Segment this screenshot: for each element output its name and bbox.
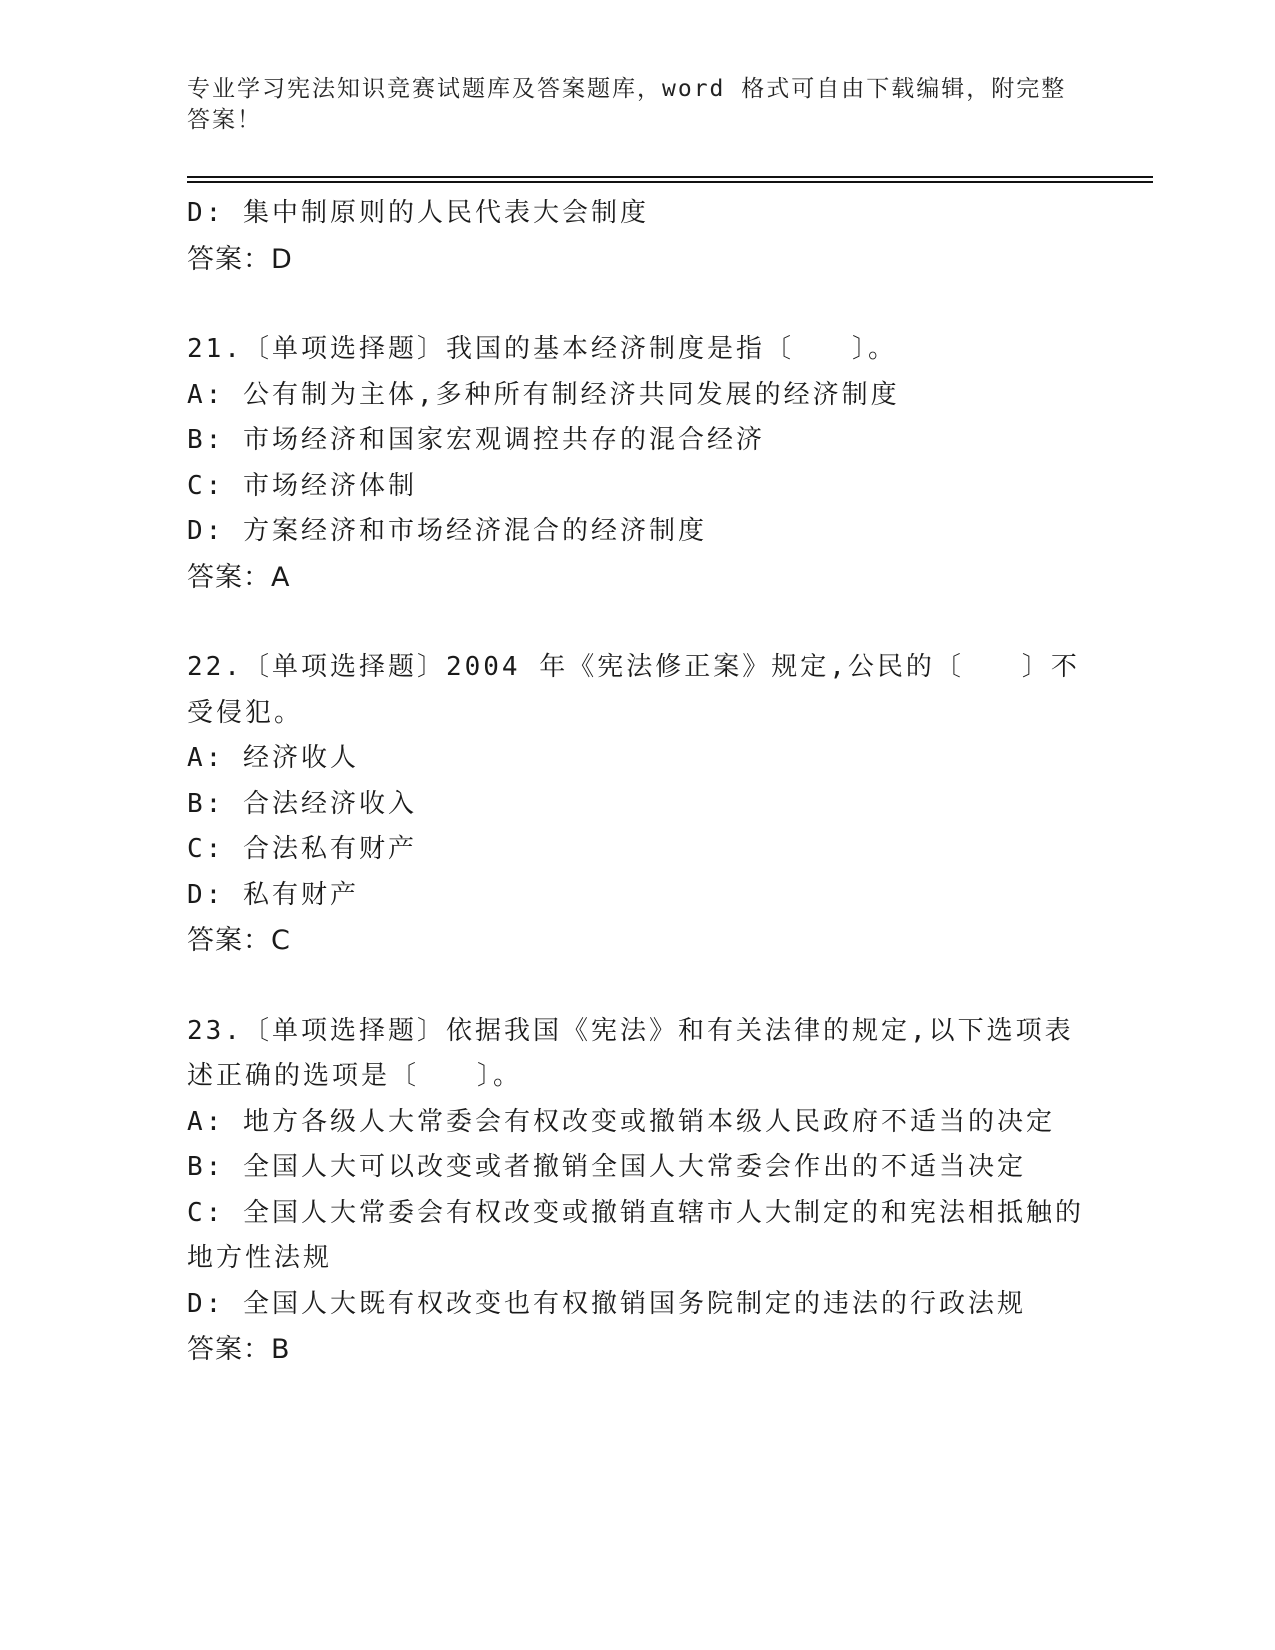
- option-b: B: 合法经济收入: [187, 788, 417, 819]
- question-23: [187, 1009, 1087, 1373]
- question-content: [187, 191, 1087, 1373]
- spacer: [187, 964, 1087, 1009]
- option-c: C: 合法私有财产: [187, 834, 417, 864]
- question-stem: 22.〔单项选择题〕2004 年《宪法修正案》规定,公民的〔 〕不受侵犯。: [187, 652, 1080, 728]
- spacer: [187, 600, 1087, 645]
- option-a: A: 经济收人: [187, 743, 359, 773]
- option-d: D: 私有财产: [187, 879, 359, 910]
- answer: 答案：A: [187, 561, 291, 593]
- option-a: A: 地方各级人大常委会有权改变或撤销本级人民政府不适当的决定: [187, 1106, 1055, 1137]
- option-c: C: 全国人大常委会有权改变或撤销直辖市人大制定的和宪法相抵触的地方性法规: [187, 1197, 1084, 1273]
- option-a: A: 公有制为主体,多种所有制经济共同发展的经济制度: [187, 379, 900, 410]
- option-b: B: 全国人大可以改变或者撤销全国人大常委会作出的不适当决定: [187, 1152, 1026, 1182]
- spacer: [187, 282, 1087, 327]
- answer: 答案：B: [187, 1334, 291, 1365]
- option-c: C: 市场经济体制: [187, 470, 417, 501]
- question-stem: 23.〔单项选择题〕依据我国《宪法》和有关法律的规定,以下选项表述正确的选项是〔 〕。: [187, 1015, 1074, 1091]
- option-d: D: 方案经济和市场经济混合的经济制度: [187, 516, 707, 546]
- header-rule-bottom: [187, 181, 1153, 183]
- document-header: 专业学习宪法知识竞赛试题库及答案题库，word 格式可自由下载编辑，附完整答案！: [187, 76, 1067, 133]
- option-b: B: 市场经济和国家宏观调控共存的混合经济: [187, 425, 765, 455]
- prev-question-answer: 答案：D: [187, 243, 293, 275]
- header-rule-top: [187, 176, 1153, 178]
- question-21: [187, 327, 1087, 600]
- option-d: D: 全国人大既有权改变也有权撤销国务院制定的违法的行政法规: [187, 1288, 1026, 1319]
- question-stem: 21.〔单项选择题〕我国的基本经济制度是指〔 〕。: [187, 334, 897, 364]
- question-22: [187, 645, 1087, 964]
- answer: 答案：C: [187, 925, 291, 956]
- prev-question-option-d: D: 集中制原则的人民代表大会制度: [187, 198, 649, 228]
